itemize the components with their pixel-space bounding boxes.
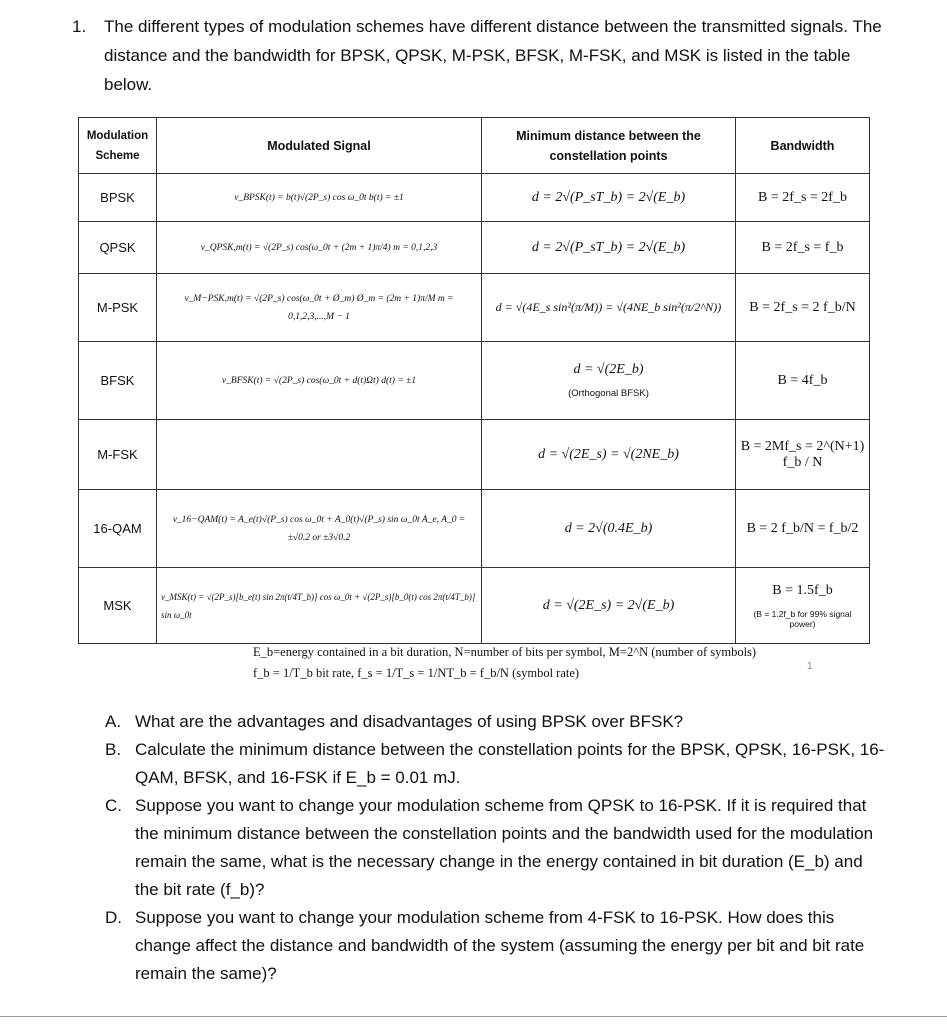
cell-scheme: 16-QAM [79,490,157,568]
modulation-table [78,117,870,644]
cell-bandwidth: B = 4f_b [736,342,870,420]
distance-formula: d = √(2E_b) [573,362,644,377]
subquestion-letter: A. [105,712,122,731]
cell-scheme: QPSK [79,222,157,274]
table-row [79,222,870,274]
cell-signal: v_BPSK(t) = b(t)√(2P_s) cos ω_0t b(t) = ±1 [157,174,482,222]
subquestion-text: Suppose you want to change your modulation scheme from QPSK to 16-PSK. If it is required that the minimum distance between the constellation points and the bandwidth used for the modulation remain the same, what is the necessary change in the energy contained in bit duration (E_b) and the bit rate (f_b)? [135,796,874,899]
cell-distance [482,342,736,420]
list-item [105,736,885,792]
cell-distance: d = √(2E_s) = √(2NE_b) [482,420,736,490]
list-item [105,792,885,904]
subquestion-text: Calculate the minimum distance between the constellation points for the BPSK, QPSK, 16-PSK, 16-QAM, BFSK, and 16-FSK if E_b = 0.01 mJ. [135,740,885,787]
table-row [79,490,870,568]
subquestion-letter: D. [105,908,122,927]
cell-scheme: M-FSK [79,420,157,490]
cell-scheme: MSK [79,568,157,644]
cell-bandwidth: B = 2f_s = f_b [736,222,870,274]
list-item [105,904,885,988]
distance-note: (Orthogonal BFSK) [568,388,649,399]
cell-signal: v_QPSK,m(t) = √(2P_s) cos(ω_0t + (2m + 1)π/4) m = 0,1,2,3 [157,222,482,274]
subquestion-letter: B. [105,740,122,759]
header-signal: Modulated Signal [157,118,482,174]
cell-signal: v_MSK(t) = √(2P_s)[b_e(t) sin 2π(t/4T_b)] cos ω_0t + √(2P_s)[b_0(t) cos 2π(t/4T_b)] sin ω_0t [157,568,482,644]
table-row [79,274,870,342]
cell-scheme: M-PSK [79,274,157,342]
subquestion-text: What are the advantages and disadvantages of using BPSK over BFSK? [135,712,684,731]
cell-bandwidth: B = 2Mf_s = 2^(N+1) f_b / N [736,420,870,490]
page-bottom-rule [0,1016,947,1017]
cell-signal: v_BFSK(t) = √(2P_s) cos(ω_0t + d(t)Ωt) d(t) = ±1 [157,342,482,420]
cell-signal: v_M−PSK,m(t) = √(2P_s) cos(ω_0t + Ø_m) Ø_m = (2m + 1)π/M m = 0,1,2,3,...,M − 1 [157,274,482,342]
table-row [79,568,870,644]
table-row [79,342,870,420]
subquestion-list [105,708,885,988]
question-text: The different types of modulation schemes have different distance between the transmitted signals. The distance and the bandwidth for BPSK, QPSK, M-PSK, BFSK, M-FSK, and MSK is listed in the table below. [104,17,882,94]
cell-bandwidth: B = 2f_s = 2 f_b/N [736,274,870,342]
definitions-line-2: f_b = 1/T_b bit rate, f_s = 1/T_s = 1/NT_b = f_b/N (symbol rate) [253,666,580,680]
cell-scheme: BPSK [79,174,157,222]
cell-signal [157,420,482,490]
cell-bandwidth [736,568,870,644]
definitions [253,642,853,684]
cell-distance: d = 2√(P_sT_b) = 2√(E_b) [482,174,736,222]
cell-scheme: BFSK [79,342,157,420]
list-item [105,708,885,736]
header-bandwidth: Bandwidth [736,118,870,174]
bandwidth-formula: B = 1.5f_b [772,582,833,598]
cell-bandwidth: B = 2f_s = 2f_b [736,174,870,222]
header-distance: Minimum distance between the constellation points [482,118,736,174]
subquestion-text: Suppose you want to change your modulation scheme from 4-FSK to 16-PSK. How does this change affect the distance and bandwidth of the system (assuming the energy per bit and bit rate remain the same)? [135,908,865,983]
cell-distance: d = 2√(P_sT_b) = 2√(E_b) [482,222,736,274]
cell-distance: d = 2√(0.4E_b) [482,490,736,568]
cell-bandwidth: B = 2 f_b/N = f_b/2 [736,490,870,568]
subquestion-letter: C. [105,796,122,815]
table-header-row [79,118,870,174]
table-row [79,420,870,490]
cell-distance: d = √(4E_s sin²(π/M)) = √(4NE_b sin²(π/2^N)) [482,274,736,342]
question-number: 1. [72,17,87,36]
page-number: 1 [807,661,813,672]
question-1 [72,12,892,99]
bandwidth-note: (B = 1.2f_b for 99% signal power) [753,608,852,629]
header-scheme: Modulation Scheme [79,118,157,174]
cell-distance: d = √(2E_s) = 2√(E_b) [482,568,736,644]
definitions-line-1: E_b=energy contained in a bit duration, N=number of bits per symbol, M=2^N (number of symbols) [253,645,757,659]
table-row [79,174,870,222]
cell-signal: v_16−QAM(t) = A_e(t)√(P_s) cos ω_0t + A_0(t)√(P_s) sin ω_0t A_e, A_0 = ±√0.2 or ±3√0.2 [157,490,482,568]
